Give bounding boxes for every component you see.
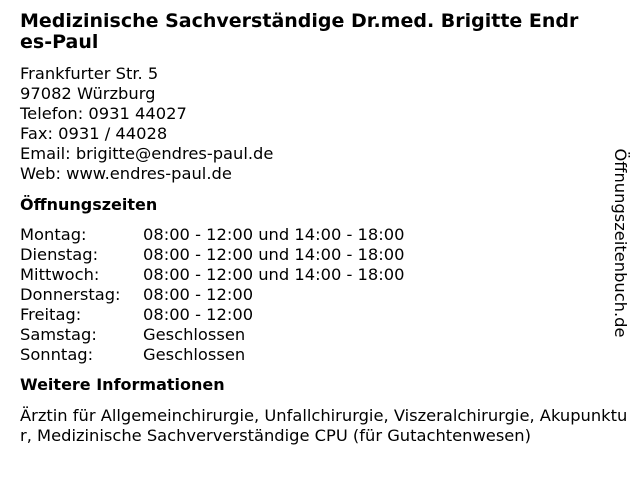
email-address: Email: brigitte@endres-paul.de [20,144,274,163]
contact-block [20,64,630,184]
hours-row-friday [20,305,630,325]
further-info-text: Ärztin für Allgemeinchirurgie, Unfallchirurgie, Viszeralchirurgie, Akupunktur, Medizinische Sachververständige CPU (für Gutachtenwesen) [20,406,628,445]
website-url: Web: www.endres-paul.de [20,164,232,183]
business-card [20,11,630,446]
opening-hours-heading: Öffnungszeiten [20,195,158,214]
hours-day: Mittwoch: [20,265,100,284]
hours-row-monday [20,225,630,245]
hours-day: Samstag: [20,325,97,344]
hours-row-tuesday [20,245,630,265]
further-info-heading: Weitere Informationen [20,375,225,394]
hours-row-wednesday [20,265,630,285]
hours-time: 08:00 - 12:00 und 14:00 - 18:00 [143,265,405,284]
phone-number: Telefon: 0931 44027 [20,104,187,123]
hours-day: Montag: [20,225,87,244]
hours-row-thursday [20,285,630,305]
hours-day: Sonntag: [20,345,94,364]
city-address: 97082 Würzburg [20,84,156,103]
hours-time: 08:00 - 12:00 [143,285,254,304]
hours-row-sunday [20,345,630,365]
hours-day: Freitag: [20,305,82,324]
street-address: Frankfurter Str. 5 [20,64,159,83]
hours-day: Dienstag: [20,245,99,264]
hours-time: 08:00 - 12:00 und 14:00 - 18:00 [143,245,405,264]
fax-number: Fax: 0931 / 44028 [20,124,168,143]
watermark-label: Öffnungszeitenbuch.de [611,148,630,338]
hours-time: Geschlossen [143,325,246,344]
business-name: Medizinische Sachverständige Dr.med. Brigitte Endres-Paul [20,10,579,53]
hours-time: 08:00 - 12:00 [143,305,254,324]
hours-row-saturday [20,325,630,345]
hours-time: Geschlossen [143,345,246,364]
hours-day: Donnerstag: [20,285,121,304]
opening-hours-table [20,225,630,365]
hours-time: 08:00 - 12:00 und 14:00 - 18:00 [143,225,405,244]
